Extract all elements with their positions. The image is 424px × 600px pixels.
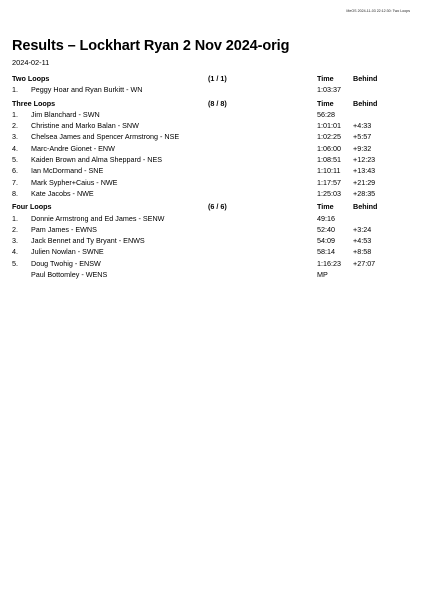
result-behind: +3:24 (353, 224, 372, 234)
result-row (12, 131, 380, 142)
result-behind: +13:43 (353, 166, 376, 176)
time-column-header: Time (317, 98, 334, 108)
result-time: 1:02:25 (317, 132, 341, 142)
result-position: 2. (12, 224, 18, 234)
section-name: Three Loops (12, 98, 56, 108)
section-name: Two Loops (12, 74, 50, 83)
result-behind: +8:58 (353, 247, 372, 257)
result-time: 1:25:03 (317, 188, 341, 198)
result-position: 1. (12, 85, 18, 95)
result-position: 3. (12, 132, 18, 142)
result-behind: +21:29 (353, 177, 376, 187)
result-time: 49:16 (317, 213, 335, 223)
result-position: 5. (12, 258, 18, 268)
result-row (12, 143, 380, 154)
result-position: 4. (12, 143, 18, 153)
time-column-header: Time (317, 74, 334, 83)
result-row (12, 109, 380, 120)
result-behind: +4:53 (353, 236, 372, 246)
time-column-header: Time (317, 202, 334, 212)
result-position: 1. (12, 213, 18, 223)
results-section (12, 201, 380, 280)
result-row (12, 235, 380, 246)
result-time: 1:06:00 (317, 143, 341, 153)
result-name: Jim Blanchard - SWN (31, 109, 100, 119)
behind-column-header: Behind (353, 202, 378, 212)
result-name: Julien Nowlan - SWNE (31, 247, 104, 257)
page-date: 2024-02-11 (12, 58, 50, 67)
result-row (12, 188, 380, 199)
behind-column-header: Behind (353, 98, 378, 108)
result-time: 54:09 (317, 236, 335, 246)
result-behind: +5:57 (353, 132, 372, 142)
result-row (12, 213, 380, 224)
result-name: Kate Jacobs - NWE (31, 188, 94, 198)
page-title: Results – Lockhart Ryan 2 Nov 2024-orig (12, 38, 290, 54)
result-time: MP (317, 270, 328, 280)
result-time: 1:10:11 (317, 166, 341, 176)
result-behind: +9:32 (353, 143, 372, 153)
result-row (12, 258, 380, 269)
section-count: (8 / 8) (208, 98, 227, 108)
result-behind: +12:23 (353, 155, 376, 165)
result-time: 58:14 (317, 247, 335, 257)
result-time: 1:08:51 (317, 155, 341, 165)
result-position: 3. (12, 236, 18, 246)
result-name: Donnie Armstrong and Ed James - SENW (31, 213, 165, 223)
result-name: Mark Sypher+Caius - NWE (31, 177, 118, 187)
section-name: Four Loops (12, 202, 52, 212)
section-count: (1 / 1) (208, 74, 227, 83)
result-name: Doug Twohig - ENSW (31, 258, 101, 268)
result-behind: +28:35 (353, 188, 376, 198)
header-note: MeOS 2024-11-03 22:12:30: Two Loops (346, 9, 410, 13)
result-name: Ian McDormand - SNE (31, 166, 104, 176)
result-row (12, 154, 380, 165)
result-row (12, 269, 380, 280)
section-count: (6 / 6) (208, 202, 227, 212)
result-name: Jack Bennet and Ty Bryant - ENWS (31, 236, 145, 246)
result-name: Marc-Andre Gionet - ENW (31, 143, 115, 153)
section-header (12, 73, 380, 84)
result-position: 1. (12, 109, 18, 119)
section-header (12, 98, 380, 109)
section-header (12, 201, 380, 212)
result-row (12, 84, 380, 95)
result-time: 1:03:37 (317, 85, 341, 95)
result-row (12, 120, 380, 131)
result-position: 5. (12, 155, 18, 165)
result-position: 8. (12, 188, 18, 198)
result-name: Kaiden Brown and Alma Sheppard - NES (31, 155, 163, 165)
result-time: 56:28 (317, 109, 335, 119)
result-position: 2. (12, 121, 18, 131)
results-section (12, 98, 380, 200)
result-name: Pam James - EWNS (31, 224, 97, 234)
result-time: 1:01:01 (317, 121, 341, 131)
results-list (12, 73, 380, 282)
result-position: 4. (12, 247, 18, 257)
result-time: 1:17:57 (317, 177, 341, 187)
result-position: 7. (12, 177, 18, 187)
result-position: 6. (12, 166, 18, 176)
result-name: Christine and Marko Balan - SNW (31, 121, 139, 131)
result-time: 1:16:23 (317, 258, 341, 268)
result-row (12, 224, 380, 235)
result-name: Chelsea James and Spencer Armstrong - NSE (31, 132, 180, 142)
result-name: Peggy Hoar and Ryan Burkitt - WN (31, 85, 143, 95)
result-row (12, 165, 380, 176)
results-section (12, 73, 380, 96)
result-row (12, 177, 380, 188)
result-time: 52:40 (317, 224, 335, 234)
result-behind: +4:33 (353, 121, 372, 131)
result-row (12, 246, 380, 257)
behind-column-header: Behind (353, 74, 378, 83)
result-behind: +27:07 (353, 258, 376, 268)
result-name: Paul Bottomley - WENS (31, 270, 108, 280)
